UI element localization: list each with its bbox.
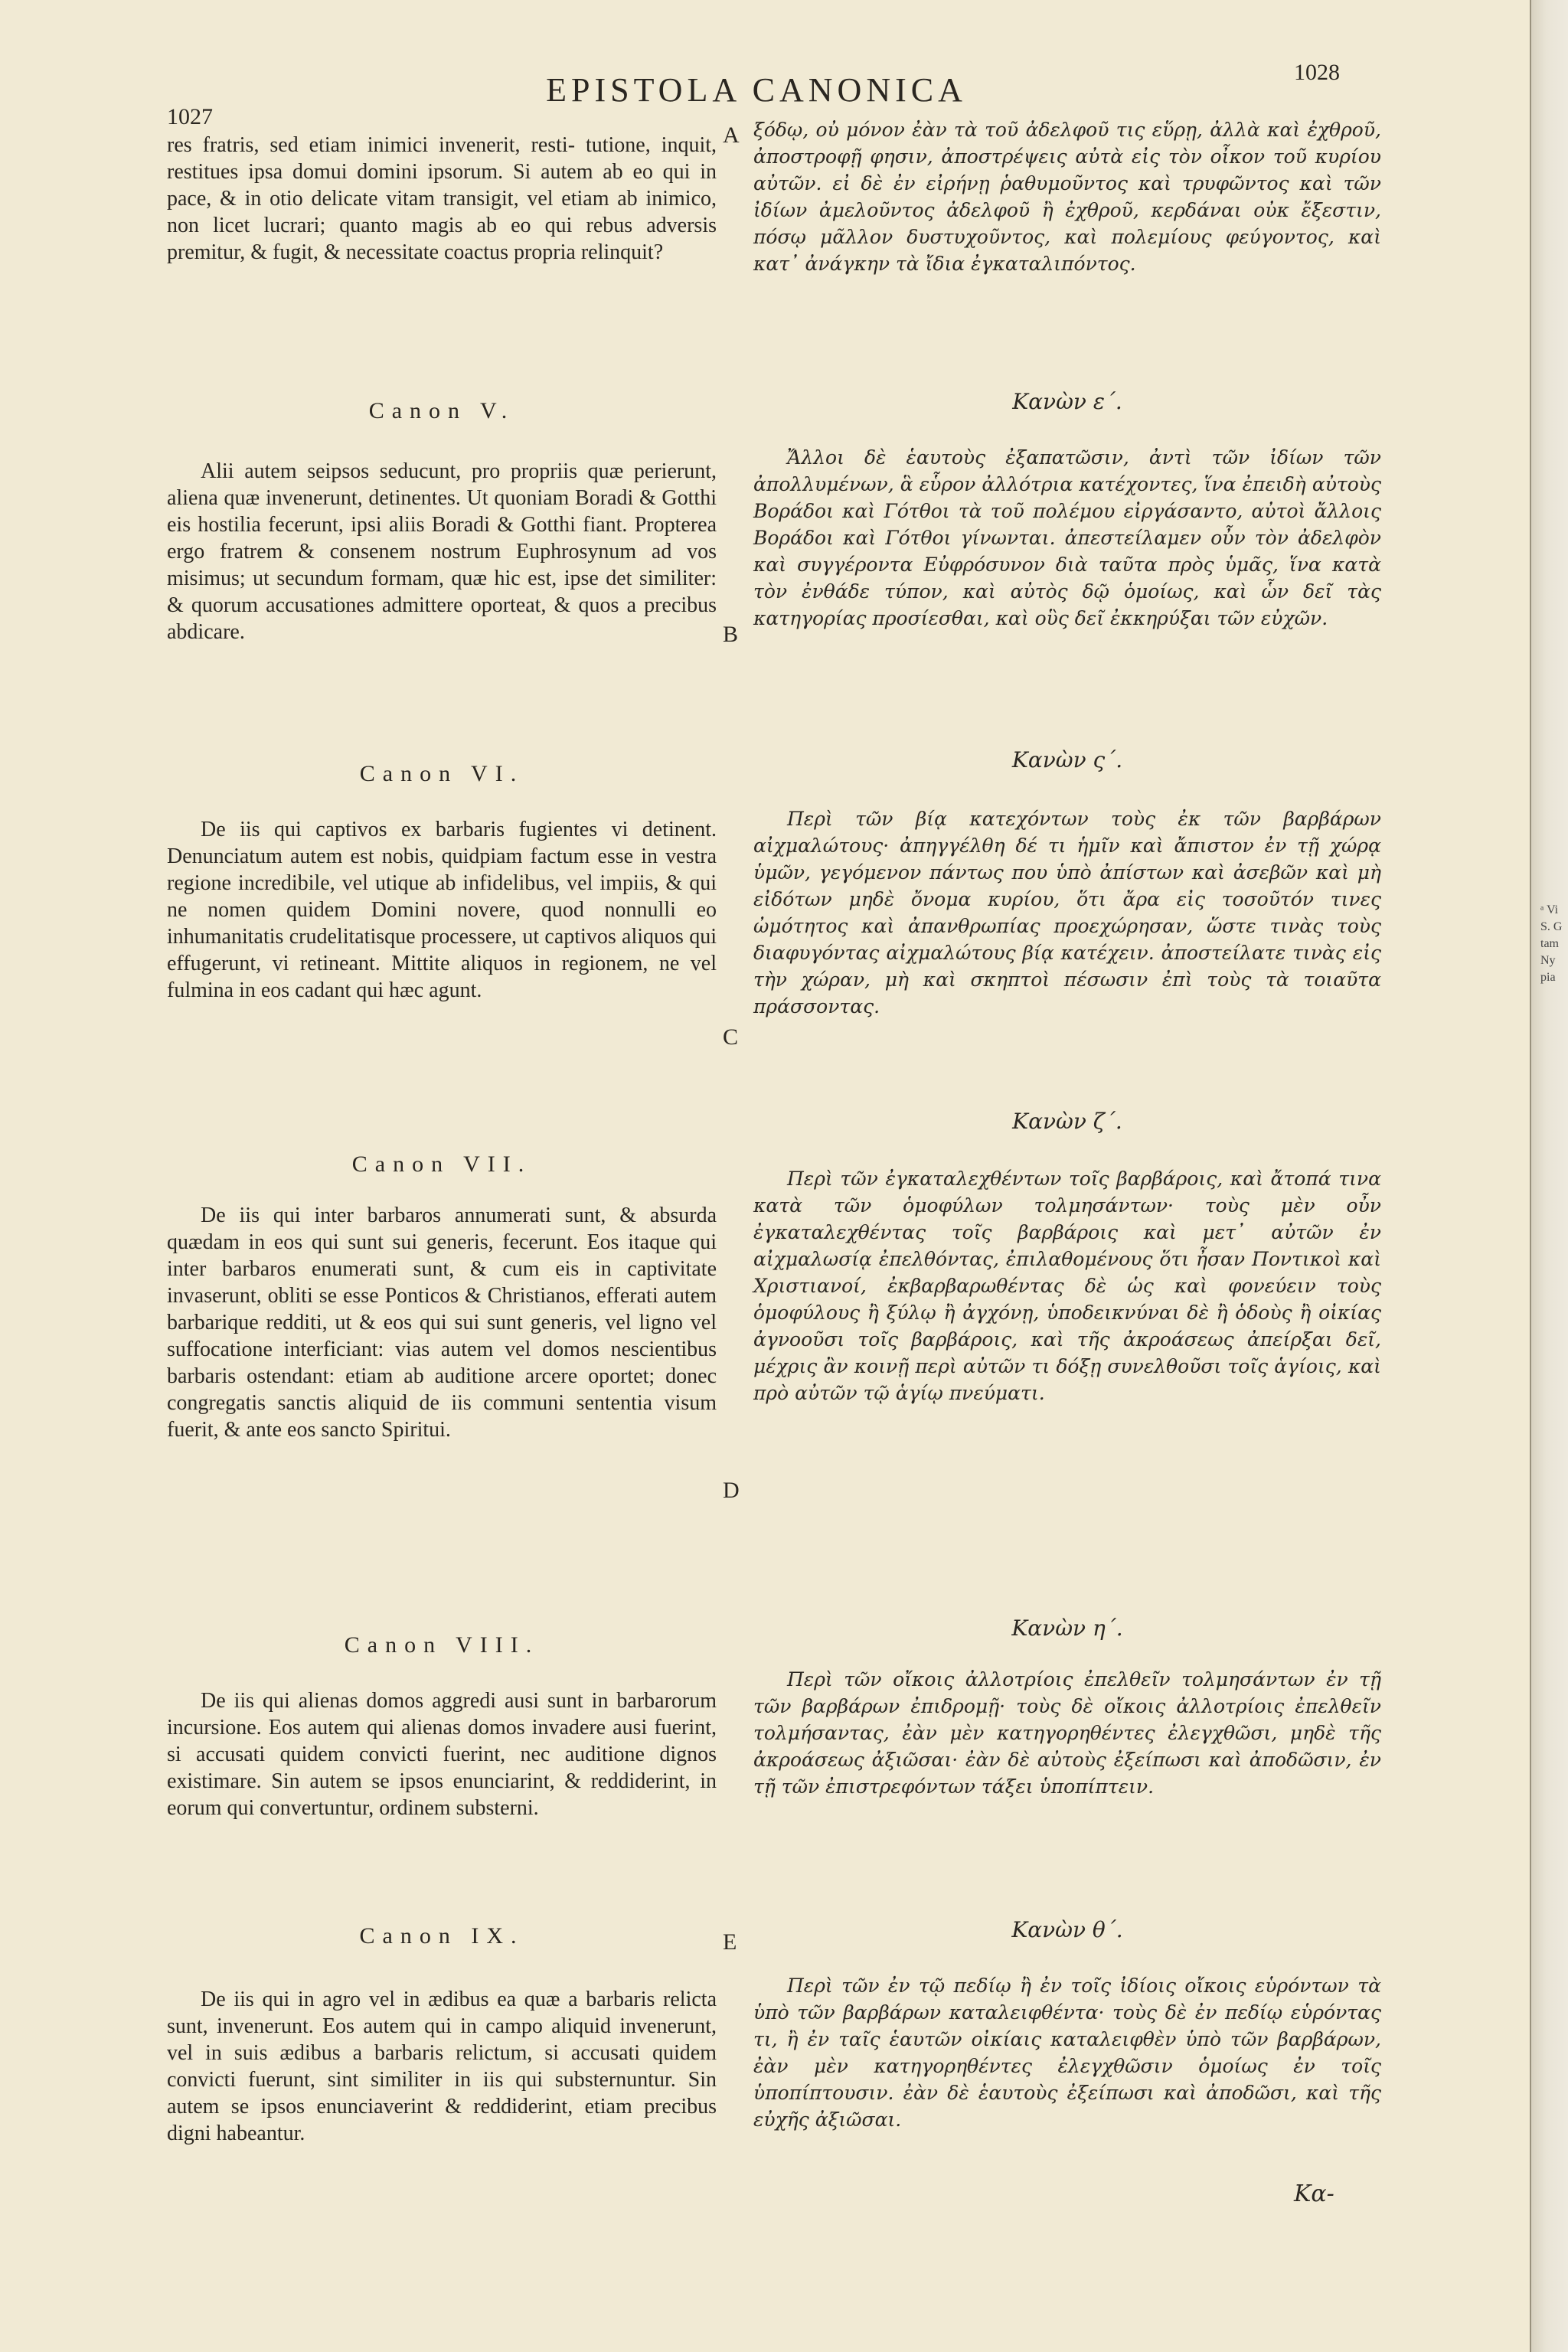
margin-letter-e: E xyxy=(723,1929,737,1955)
greek-intro-text: ξόδῳ, οὐ μόνον ἐὰν τὰ τοῦ ἀδελφοῦ τις εὕρῃ, ἀλλὰ καὶ ἐχθροῦ, ἀποστροφῇ φησιν, ἀποστρέψεις αὐτὰ εἰς τὸν οἶκον τοῦ κυρίου αὐτῶν. εἰ δὲ ἐν εἰρήνῃ ῥαθυμοῦντος καὶ τρυφῶντος καὶ τῶν ἰδίων ἀμελοῦντος ἀδελφοῦ ἢ ἐχθροῦ, κερδάναι οὐκ ἔξεστιν, πόσῳ μᾶλλον δυστυχοῦντος, καὶ πολεμίους φεύγοντος, καὶ κατ᾽ ἀνάγκην τὰ ἴδια ἐγκαταλιπόντος. xyxy=(753,119,1381,275)
canon-7-heading-greek: Κανὼν ζ΄. xyxy=(1012,1109,1122,1134)
canon-5-heading-latin: Canon V. xyxy=(368,398,515,423)
running-title: EPISTOLA CANONICA xyxy=(546,71,967,109)
adjacent-page-margin-note xyxy=(1540,902,1568,986)
right-page-number: 1028 xyxy=(1294,60,1340,85)
canon-7-heading-latin: Canon VII. xyxy=(351,1152,532,1177)
canon-8-heading-latin: Canon VIII. xyxy=(344,1632,540,1658)
canon-6-heading-latin: Canon VI. xyxy=(359,761,524,786)
margin-note-line: tam xyxy=(1540,937,1559,950)
latin-intro-text: res fratris, sed etiam inimici invenerit, resti- tutione, inquit, restitues ipsa domui domini ipsorum. Si autem ab eo qui in pace, & in otio delicate vitam transigit, vel etiam ab inimico, non licet lucrari; quanto magis ab eo qui rebus adversis premitur, & fugit, & necessitate coactus propria relinquit? xyxy=(167,133,717,264)
catchword: Κα- xyxy=(1294,2180,1334,2207)
canon-6-greek xyxy=(753,805,1381,1020)
margin-note-line: S. G xyxy=(1540,920,1563,933)
canon-7-greek-text: Περὶ τῶν ἐγκαταλεχθέντων τοῖς βαρβάροις, καὶ ἄτοπά τινα κατὰ τῶν ὁμοφύλων τολμησάντων· τοὺς μὲν οὖν ἐγκαταλεχθέντας τοῖς βαρβάροις καὶ μετ᾽ αὐτῶν ἐν αἰχμαλωσίᾳ ἐπελθόντας, ἐπιλαθομένους ὅτι ἦσαν Ποντικοὶ καὶ Χριστιανοί, ἐκβαρβαρωθέντας δὲ ὡς καὶ φονεύειν τοὺς ὁμοφύλους ἢ ξύλῳ ἢ ἀγχόνῃ, ὑποδεικνύναι δὲ ἢ ὁδοὺς ἢ οἰκίας ἀγνοοῦσι τοῖς βαρβάροις, καὶ τῆς ἀκροάσεως ἀπείρξαι δεῖ, μέχρις ἂν κοινῇ περὶ αὐτῶν τι δόξῃ συνελθοῦσι τοῖς ἁγίοις, καὶ πρὸ αὐτῶν τῷ ἁγίῳ πνεύματι. xyxy=(753,1168,1381,1404)
canon-9-latin xyxy=(167,1986,717,2147)
canon-8-greek xyxy=(753,1666,1381,1800)
canon-6-greek-text: Περὶ τῶν βίᾳ κατεχόντων τοὺς ἐκ τῶν βαρβάρων αἰχμαλώτους· ἀπηγγέλθη δέ τι ἡμῖν καὶ ἄπιστον ἐν τῇ χώρᾳ ὑμῶν, γεγόμενον πάντως που ὑπὸ ἀπίστων καὶ ἀσεβῶν καὶ μὴ εἰδότων μηδὲ ὄνομα κυρίου, ὅτι ἄρα εἰς τοσοῦτόν τινες ὠμότητος καὶ ἀπανθρωπίας προεχώρησαν, ὥστε τινὰς τοὺς διαφυγόντας αἰχμαλώτους βίᾳ κατέχειν. ἀποστείλατε τινὰς εἰς τὴν χώραν, μὴ καὶ σκηπτοὶ πέσωσιν ἐπὶ τοὺς τὰ τοιαῦτα πράσσοντας. xyxy=(753,808,1381,1018)
canon-9-heading-greek: Κανὼν θ΄. xyxy=(1011,1917,1123,1942)
canon-5-latin xyxy=(167,458,717,645)
margin-letter-c: C xyxy=(723,1024,739,1050)
canon-5-greek-text: Ἄλλοι δὲ ἑαυτοὺς ἐξαπατῶσιν, ἀντὶ τῶν ἰδίων τῶν ἀπολλυμένων, ἃ εὗρον ἀλλότρια κατέχοντες, ἵνα ἐπειδὴ αὐτοὺς Βοράδοι καὶ Γότθοι τὰ τοῦ πολέμου εἰργάσαντο, αὐτοὶ ἄλλοις Βοράδοι καὶ Γότθοι γίνωνται. ἀπεστείλαμεν οὖν τὸν ἀδελφὸν καὶ συγγέροντα Εὐφρόσυνον διὰ ταῦτα πρὸς ὑμᾶς, ἵνα κατὰ τὸν ἐνθάδε τύπον, καὶ αὐτὸς δῷ ὁμοίως, καὶ ὧν δεῖ τὰς κατηγορίας προσίεσθαι, καὶ οὓς δεῖ ἐκκηρύξαι τῶν εὐχῶν. xyxy=(753,446,1381,629)
canon-6-latin xyxy=(167,816,717,1004)
canon-9-greek xyxy=(753,1972,1381,2133)
canon-7-latin xyxy=(167,1202,717,1443)
latin-intro xyxy=(167,132,717,266)
margin-letter-b: B xyxy=(723,622,739,647)
canon-5-latin-text: Alii autem seipsos seducunt, pro propriis quæ perierunt, aliena quæ invenerunt, detinentes. Ut quoniam Boradi & Gotthi eis hostilia fecerunt, ipsi aliis Boradi & Gotthi fiant. Propterea ergo fratrem & consenem nostrum Euphrosynum ad vos misimus; ut secundum formam, quæ hic est, ipse det similiter: & quorum accusationes admittere oporteat, & quos a precibus abdicare. xyxy=(167,459,717,644)
left-page-number: 1027 xyxy=(167,104,213,129)
canon-8-latin-text: De iis qui alienas domos aggredi ausi sunt in barbarorum incursione. Eos autem qui alienas domos invadere ausi fuerint, si accusati quidem convicti fuerint, nec auditione dignos existimare. Sin autem se ipsos enunciarint, & reddiderint, in eorum qui convertuntur, ordinem substerni. xyxy=(167,1689,717,1820)
canon-5-heading-greek: Κανὼν ε΄. xyxy=(1012,389,1122,414)
canon-7-latin-text: De iis qui inter barbaros annumerati sunt, & absurda quædam in eos qui sunt sui generis, fecerunt. Eos itaque qui inter barbaros enumerati sunt, & cum eis in captivitate invaserunt, obliti se esse Ponticos & Christianos, efferati autem barbarique redditi, ut & eos qui sui sunt generis, vel ligno vel suffocatione interficiant: vias autem vel domos nescientibus barbaris ostendant: etiam ab auditione arcere oportet; donec congregatis sanctis aliquid de iis communi sententia visum fuerit, & ante eos sancto Spiritui. xyxy=(167,1204,717,1442)
margin-note-line: Ny xyxy=(1540,954,1556,967)
margin-note-line: pia xyxy=(1540,971,1556,984)
canon-8-greek-text: Περὶ τῶν οἴκοις ἀλλοτρίοις ἐπελθεῖν τολμησάντων ἐν τῇ τῶν βαρβάρων ἐπιδρομῇ· τοὺς δὲ οἴκοις ἀλλοτρίοις ἐπελθεῖν τολμήσαντας, ἐὰν μὲν κατηγορηθέντες ἐλεγχθῶσι, μηδὲ τῆς ἀκροάσεως ἀξιῶσαι· ἐὰν δὲ αὐτοὺς ἐξείπωσι καὶ ἀποδῶσιν, ἐν τῇ τῶν ἐπιστρεφόντων τάξει ὑποπίπτειν. xyxy=(753,1668,1381,1798)
canon-5-greek xyxy=(753,444,1381,632)
canon-6-heading-greek: Κανὼν ς΄. xyxy=(1011,747,1123,773)
canon-7-greek xyxy=(753,1165,1381,1406)
adjacent-page-edge xyxy=(1530,0,1568,2352)
canon-8-latin xyxy=(167,1687,717,1821)
canon-9-latin-text: De iis qui in agro vel in ædibus ea quæ a barbaris relicta sunt, invenerunt. Eos autem qui in campo aliquid invenerunt, vel in suis ædibus a barbaris relictum, si accusati quidem convicti fuerunt, sint similiter in iis qui substernuntur. Sin autem se ipsos enunciaverint & reddiderint, etiam precibus digni habeantur. xyxy=(167,1988,717,2145)
canon-9-heading-latin: Canon IX. xyxy=(359,1923,524,1949)
canon-9-greek-text: Περὶ τῶν ἐν τῷ πεδίῳ ἢ ἐν τοῖς ἰδίοις οἴκοις εὑρόντων τὰ ὑπὸ τῶν βαρβάρων καταλειφθέντα· τοὺς δὲ ἐν πεδίῳ εὑρόντας τι, ἢ ἐν ταῖς ἑαυτῶν οἰκίαις καταλειφθὲν ὑπὸ τῶν βαρβάρων, ἐὰν μὲν κατηγορηθέντες ἐλεγχθῶσιν ὁμοίως ἐν τοῖς ὑποπίπτουσιν. ἐὰν δὲ ἑαυτοὺς ἐξείπωσι καὶ ἀποδῶσι, καὶ τῆς εὐχῆς ἀξιῶσαι. xyxy=(753,1975,1381,2131)
margin-note-line: ᵃ Vi xyxy=(1540,903,1559,916)
margin-letter-a: A xyxy=(723,122,740,148)
margin-letter-d: D xyxy=(723,1478,740,1503)
canon-6-latin-text: De iis qui captivos ex barbaris fugientes vi detinent. Denunciatum autem est nobis, quidpiam factum esse in vestra regione incredibile, vel utique ab infidelibus, vel impiis, & qui ne nomen quidem Domini novere, quod nonnulli eo inhumanitatis crudelitatisque processere, ut captivos aliquos qui effugerunt, vi retineant. Mittite aliquos in regionem, ne vel fulmina in eos cadant qui hæc agunt. xyxy=(167,818,717,1002)
canon-8-heading-greek: Κανὼν η΄. xyxy=(1011,1615,1123,1641)
greek-intro xyxy=(753,116,1381,277)
